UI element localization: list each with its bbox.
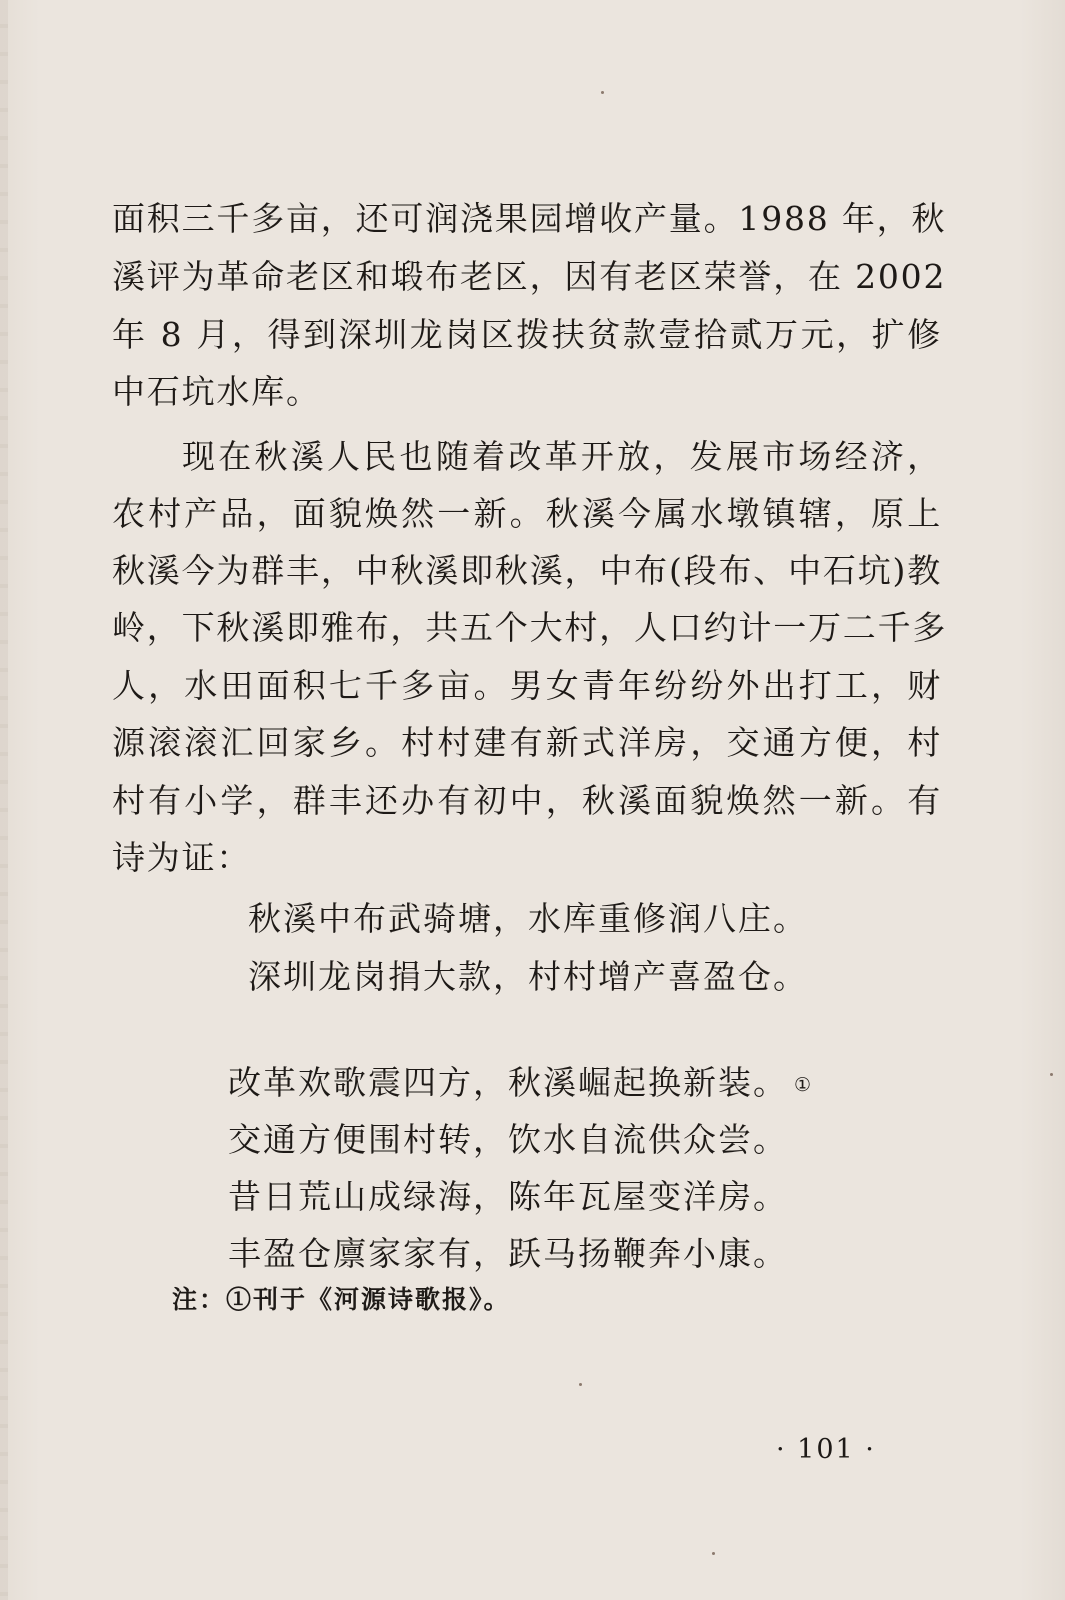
poem-2-line-1 (228, 1054, 813, 1114)
footnote: 注：①刊于《河源诗歌报》。 (172, 1285, 511, 1314)
paragraph-1-line-4: 中石坑水库。 (112, 372, 321, 411)
paragraph-2-line-8: 诗为证： (112, 838, 252, 877)
paragraph-1-line-1: 面积三千多亩，还可润浇果园增收产量。1988 年，秋 (112, 199, 947, 238)
paragraph-2-line-2: 农村产品，面貌焕然一新。秋溪今属水墩镇辖，原上 (112, 494, 942, 533)
poem-2-line-4: 丰盈仓廪家家有，跃马扬鞭奔小康。 (228, 1234, 788, 1273)
poem-2-line-1-text: 改革欢歌震四方，秋溪崛起换新装。 (228, 1063, 788, 1102)
paragraph-2-line-6: 源滚滚汇回家乡。村村建有新式洋房，交通方便，村 (112, 723, 942, 762)
print-speck (712, 1552, 715, 1555)
paragraph-1-line-2: 溪评为革命老区和塅布老区，因有老区荣誉，在 2002 (112, 257, 947, 296)
paragraph-2-line-7: 村有小学，群丰还办有初中，秋溪面貌焕然一新。有 (112, 781, 942, 820)
poem-2-line-2: 交通方便围村转，饮水自流供众尝。 (228, 1120, 788, 1159)
page-binding-edge (0, 0, 8, 1600)
poem-1-line-2: 深圳龙岗捐大款，村村增产喜盈仓。 (248, 957, 808, 996)
paragraph-2-line-3: 秋溪今为群丰，中秋溪即秋溪，中布(段布、中石坑)教 (112, 551, 942, 590)
paragraph-2-line-1: 现在秋溪人民也随着改革开放，发展市场经济， (182, 437, 942, 476)
paragraph-1-line-3: 年 8 月，得到深圳龙岗区拨扶贫款壹拾贰万元，扩修 (112, 315, 942, 354)
print-speck (1050, 1073, 1053, 1076)
print-speck (579, 1383, 582, 1386)
paragraph-2-line-5: 人，水田面积七千多亩。男女青年纷纷外出打工，财 (112, 666, 942, 705)
poem-2-line-3: 昔日荒山成绿海，陈年瓦屋变洋房。 (228, 1177, 788, 1216)
print-speck (601, 91, 604, 94)
paragraph-2-line-4: 岭，下秋溪即雅布，共五个大村，人口约计一万二千多 (112, 608, 948, 647)
poem-1-line-1: 秋溪中布武骑塘，水库重修润八庄。 (248, 899, 808, 938)
footnote-marker: ① (794, 1074, 814, 1096)
page-number: · 101 · (776, 1434, 876, 1465)
